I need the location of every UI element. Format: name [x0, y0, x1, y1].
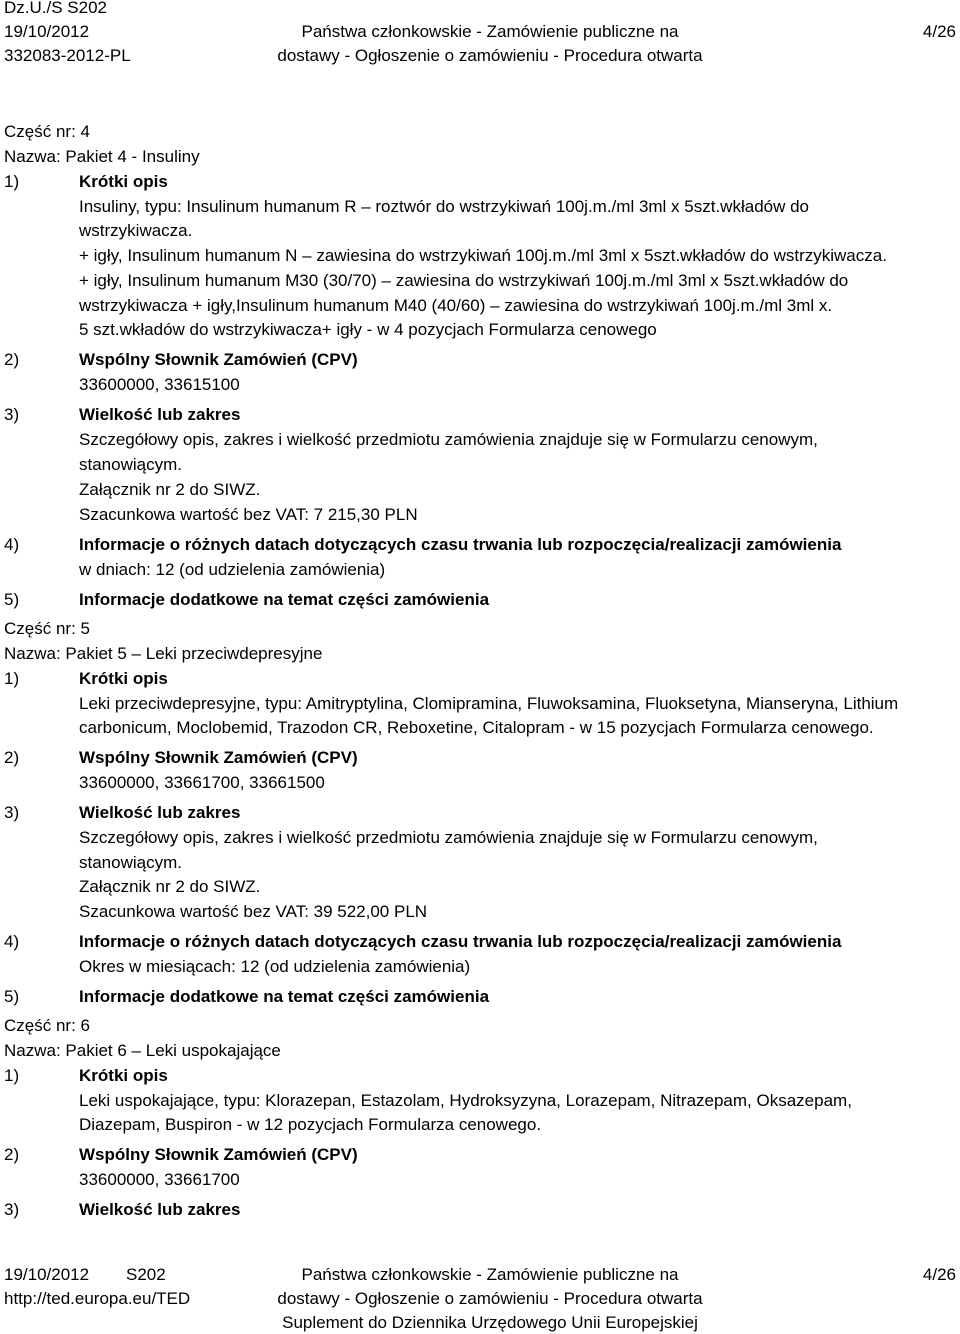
journal-ref: Dz.U./S S202 [4, 0, 107, 17]
section-dates [0, 534, 960, 558]
estimated-value: Szacunkowa wartość bez VAT: 7 215,30 PLN [79, 505, 418, 524]
section-number: 2) [4, 1145, 20, 1164]
section-cpv [0, 349, 960, 373]
section-number: 4) [4, 535, 20, 554]
description-line: Insuliny, typu: Insulinum humanum R – roztwór do wstrzykiwań 100j.m./ml 3ml x 5szt.wkładów do [79, 197, 810, 216]
scope-line: stanowiącym. [79, 455, 182, 474]
footer-date: 19/10/2012 [4, 1265, 90, 1284]
description-line: wstrzykiwacza + igły,Insulinum humanum M40 (40/60) – zawiesina do wstrzykiwań 100j.m./ml 3ml x. [79, 296, 833, 315]
part-number: Część nr: 6 [4, 1016, 90, 1035]
section-number: 1) [4, 172, 20, 191]
cpv-codes: 33600000, 33615100 [79, 375, 240, 394]
section-heading: Wspólny Słownik Zamówień (CPV) [79, 748, 358, 767]
section-number: 5) [4, 590, 20, 609]
footer-title-line2: dostawy - Ogłoszenie o zamówieniu - Procedura otwarta [277, 1289, 703, 1308]
section-scope [0, 1199, 960, 1223]
description-line: carbonicum, Moclobemid, Trazodon CR, Reboxetine, Citalopram - w 15 pozycjach Formularza cenowego. [79, 718, 874, 737]
section-number: 1) [4, 669, 20, 688]
footer-title-line3: Suplement do Dziennika Urzędowego Unii Europejskiej [282, 1313, 698, 1332]
description-line: + igły, Insulinum humanum N – zawiesina do wstrzykiwań 100j.m./ml 3ml x 5szt.wkładów do wstrzykiwacza. [79, 246, 887, 265]
description-line: Leki uspokajające, typu: Klorazepan, Estazolam, Hydroksyzyna, Lorazepam, Nitrazepam, Oksazepam, [79, 1091, 852, 1110]
header-title-line2: dostawy - Ogłoszenie o zamówieniu - Procedura otwarta [277, 46, 703, 65]
section-heading: Wielkość lub zakres [79, 405, 241, 424]
section-additional-info [0, 589, 960, 613]
footer-title-line1: Państwa członkowskie - Zamówienie publiczne na [301, 1265, 679, 1284]
description-line: + igły, Insulinum humanum M30 (30/70) – zawiesina do wstrzykiwań 100j.m./ml 3ml x 5szt.wkładów do [79, 271, 849, 290]
description-line: 5 szt.wkładów do wstrzykiwacza+ igły - w 4 pozycjach Formularza cenowego [79, 320, 657, 339]
section-additional-info [0, 986, 960, 1010]
part-number: Część nr: 5 [4, 619, 90, 638]
header-page-number: 4/26 [922, 22, 956, 41]
section-heading: Krótki opis [79, 1066, 168, 1085]
header-date: 19/10/2012 [4, 22, 90, 41]
section-cpv [0, 1144, 960, 1168]
part-number: Część nr: 4 [4, 122, 90, 141]
scope-line: Załącznik nr 2 do SIWZ. [79, 877, 261, 896]
section-number: 1) [4, 1066, 20, 1085]
section-number: 3) [4, 405, 20, 424]
section-number: 2) [4, 748, 20, 767]
section-heading: Krótki opis [79, 669, 168, 688]
description-line: Leki przeciwdepresyjne, typu: Amitryptylina, Clomipramina, Fluwoksamina, Fluoksetyna, Mianseryna, Lithium [79, 694, 899, 713]
section-number: 5) [4, 987, 20, 1006]
scope-line: Załącznik nr 2 do SIWZ. [79, 480, 261, 499]
section-heading: Informacje dodatkowe na temat części zamówienia [79, 590, 490, 609]
section-heading: Wspólny Słownik Zamówień (CPV) [79, 350, 358, 369]
section-number: 3) [4, 1200, 20, 1219]
section-short-description [0, 171, 960, 195]
header-title-line1: Państwa członkowskie - Zamówienie publiczne na [301, 22, 679, 41]
footer-page-number: 4/26 [922, 1265, 956, 1284]
part-name: Nazwa: Pakiet 6 – Leki uspokajające [4, 1041, 281, 1060]
section-short-description [0, 1065, 960, 1089]
section-scope [0, 404, 960, 428]
footer-url-link[interactable]: http://ted.europa.eu/TED [4, 1289, 191, 1308]
section-short-description [0, 668, 960, 692]
section-heading: Informacje o różnych datach dotyczących czasu trwania lub rozpoczęcia/realizacji zamówienia [79, 535, 842, 554]
section-cpv [0, 747, 960, 771]
estimated-value: Szacunkowa wartość bez VAT: 39 522,00 PLN [79, 902, 428, 921]
scope-line: stanowiącym. [79, 853, 182, 872]
cpv-codes: 33600000, 33661700 [79, 1170, 240, 1189]
duration-text: w dniach: 12 (od udzielenia zamówienia) [79, 560, 386, 579]
scope-line: Szczegółowy opis, zakres i wielkość przedmiotu zamówienia znajduje się w Formularzu cenowym, [79, 828, 818, 847]
description-line: Diazepam, Buspiron - w 12 pozycjach Formularza cenowego. [79, 1115, 542, 1134]
section-heading: Informacje dodatkowe na temat części zamówienia [79, 987, 490, 1006]
section-heading: Krótki opis [79, 172, 168, 191]
part-name: Nazwa: Pakiet 5 – Leki przeciwdepresyjne [4, 644, 323, 663]
section-number: 3) [4, 803, 20, 822]
section-heading: Wielkość lub zakres [79, 1200, 241, 1219]
footer-series: S202 [126, 1265, 166, 1284]
section-heading: Wielkość lub zakres [79, 803, 241, 822]
section-heading: Wspólny Słownik Zamówień (CPV) [79, 1145, 358, 1164]
section-dates [0, 931, 960, 955]
section-number: 4) [4, 932, 20, 951]
section-heading: Informacje o różnych datach dotyczących czasu trwania lub rozpoczęcia/realizacji zamówienia [79, 932, 842, 951]
part-name: Nazwa: Pakiet 4 - Insuliny [4, 147, 200, 166]
cpv-codes: 33600000, 33661700, 33661500 [79, 773, 325, 792]
section-scope [0, 802, 960, 826]
description-line: wstrzykiwacza. [79, 221, 193, 240]
header-doc-id: 332083-2012-PL [4, 46, 131, 65]
duration-text: Okres w miesiącach: 12 (od udzielenia zamówienia) [79, 957, 471, 976]
scope-line: Szczegółowy opis, zakres i wielkość przedmiotu zamówienia znajduje się w Formularzu cenowym, [79, 430, 818, 449]
section-number: 2) [4, 350, 20, 369]
